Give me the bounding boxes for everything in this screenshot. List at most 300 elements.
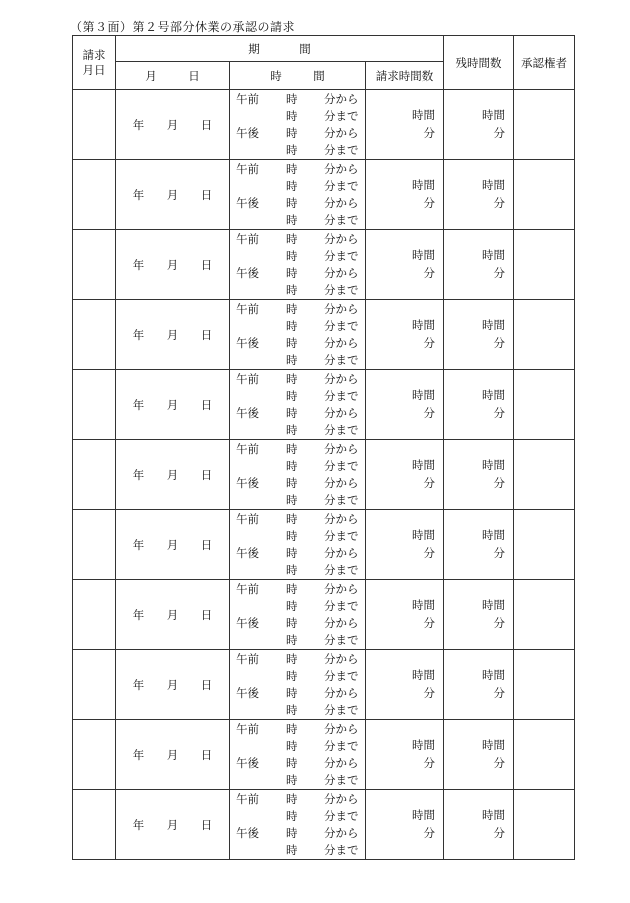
period-time-cell[interactable] xyxy=(230,510,366,580)
from-label: 分から xyxy=(324,616,359,630)
until-label: 分まで xyxy=(324,529,359,543)
from-label: 分から xyxy=(324,302,359,316)
remaining-hours-cell[interactable] xyxy=(444,580,514,650)
pm-until-line xyxy=(236,282,361,299)
period-time-cell[interactable] xyxy=(230,720,366,790)
day-label: 日 xyxy=(200,817,213,832)
requested-hours-cell[interactable] xyxy=(366,790,444,860)
until-label: 分まで xyxy=(324,703,359,717)
pm-until-line xyxy=(236,422,361,439)
hours-unit-label: 時間 xyxy=(412,248,435,262)
hour-label: 時 xyxy=(286,459,298,473)
approver-cell[interactable] xyxy=(514,370,575,440)
pm-until-line xyxy=(236,562,361,579)
header-approver: 承認権者 xyxy=(514,36,575,90)
hour-label: 時 xyxy=(286,599,298,613)
pm-from-line xyxy=(236,125,361,142)
hours-unit-label: 時間 xyxy=(412,458,435,472)
am-until-line xyxy=(236,808,361,825)
day-label: 日 xyxy=(200,747,213,762)
until-label: 分まで xyxy=(324,633,359,647)
from-label: 分から xyxy=(324,232,359,246)
minutes-unit-label: 分 xyxy=(493,336,505,350)
until-label: 分まで xyxy=(324,143,359,157)
period-date-cell[interactable] xyxy=(116,720,230,790)
approver-cell[interactable] xyxy=(514,300,575,370)
requested-hours-cell[interactable] xyxy=(366,510,444,580)
request-table xyxy=(72,35,575,860)
period-date-cell[interactable] xyxy=(116,580,230,650)
request-rows xyxy=(73,90,575,860)
from-label: 分から xyxy=(324,336,359,350)
pm-label: 午後 xyxy=(236,266,259,280)
pm-label: 午後 xyxy=(236,476,259,490)
minutes-unit-label: 分 xyxy=(423,336,435,350)
am-from-line xyxy=(236,721,361,738)
period-time-cell[interactable] xyxy=(230,370,366,440)
hour-label: 時 xyxy=(286,406,298,420)
period-date-cell[interactable] xyxy=(116,370,230,440)
am-until-line xyxy=(236,458,361,475)
minutes-unit-label: 分 xyxy=(423,476,435,490)
hour-label: 時 xyxy=(286,843,298,857)
period-time-cell[interactable] xyxy=(230,790,366,860)
hour-label: 時 xyxy=(286,249,298,263)
hours-unit-label: 時間 xyxy=(482,388,505,402)
am-label: 午前 xyxy=(236,92,259,106)
minutes-unit-label: 分 xyxy=(493,756,505,770)
table-row xyxy=(73,510,575,580)
until-label: 分まで xyxy=(324,669,359,683)
remaining-hours-cell[interactable] xyxy=(444,790,514,860)
header-period-label: 期 間 xyxy=(248,41,325,56)
header-month-day-label: 月 日 xyxy=(145,68,210,83)
remaining-hours-cell[interactable] xyxy=(444,650,514,720)
am-label: 午前 xyxy=(236,512,259,526)
am-until-line xyxy=(236,248,361,265)
remaining-hours-cell[interactable] xyxy=(444,440,514,510)
am-from-line xyxy=(236,301,361,318)
approver-cell[interactable] xyxy=(514,720,575,790)
minutes-unit-label: 分 xyxy=(423,686,435,700)
from-label: 分から xyxy=(324,196,359,210)
am-until-line xyxy=(236,108,361,125)
hour-label: 時 xyxy=(286,703,298,717)
hour-label: 時 xyxy=(286,389,298,403)
from-label: 分から xyxy=(324,126,359,140)
month-label: 月 xyxy=(166,257,179,272)
header-request-date-line1: 請求 xyxy=(82,47,106,62)
request-date-cell[interactable] xyxy=(73,160,116,230)
period-date-cell[interactable] xyxy=(116,230,230,300)
minutes-unit-label: 分 xyxy=(493,616,505,630)
minutes-unit-label: 分 xyxy=(493,126,505,140)
hour-label: 時 xyxy=(286,686,298,700)
hour-label: 時 xyxy=(286,546,298,560)
from-label: 分から xyxy=(324,512,359,526)
from-label: 分から xyxy=(324,476,359,490)
hour-label: 時 xyxy=(286,319,298,333)
hours-unit-label: 時間 xyxy=(412,738,435,752)
hour-label: 時 xyxy=(286,652,298,666)
hour-label: 時 xyxy=(286,336,298,350)
hour-label: 時 xyxy=(286,512,298,526)
am-from-line xyxy=(236,231,361,248)
until-label: 分まで xyxy=(324,809,359,823)
period-date-cell[interactable] xyxy=(116,650,230,720)
from-label: 分から xyxy=(324,92,359,106)
approver-cell[interactable] xyxy=(514,580,575,650)
am-until-line xyxy=(236,178,361,195)
requested-hours-cell[interactable] xyxy=(366,720,444,790)
day-label: 日 xyxy=(200,257,213,272)
hour-label: 時 xyxy=(286,722,298,736)
day-label: 日 xyxy=(200,467,213,482)
header-time xyxy=(230,62,366,90)
minutes-unit-label: 分 xyxy=(423,196,435,210)
table-row xyxy=(73,650,575,720)
pm-from-line xyxy=(236,755,361,772)
requested-hours-cell[interactable] xyxy=(366,370,444,440)
minutes-unit-label: 分 xyxy=(423,826,435,840)
hour-label: 時 xyxy=(286,582,298,596)
request-date-cell[interactable] xyxy=(73,230,116,300)
approver-cell[interactable] xyxy=(514,230,575,300)
request-date-cell[interactable] xyxy=(73,300,116,370)
am-label: 午前 xyxy=(236,722,259,736)
minutes-unit-label: 分 xyxy=(423,616,435,630)
until-label: 分まで xyxy=(324,739,359,753)
pm-label: 午後 xyxy=(236,406,259,420)
requested-hours-cell[interactable] xyxy=(366,160,444,230)
requested-hours-cell[interactable] xyxy=(366,440,444,510)
year-label: 年 xyxy=(132,607,145,622)
request-date-cell[interactable] xyxy=(73,720,116,790)
day-label: 日 xyxy=(200,117,213,132)
until-label: 分まで xyxy=(324,353,359,367)
year-label: 年 xyxy=(132,397,145,412)
month-label: 月 xyxy=(166,467,179,482)
day-label: 日 xyxy=(200,677,213,692)
month-label: 月 xyxy=(166,607,179,622)
request-date-cell[interactable] xyxy=(73,790,116,860)
hour-label: 時 xyxy=(286,302,298,316)
am-label: 午前 xyxy=(236,302,259,316)
remaining-hours-cell[interactable] xyxy=(444,90,514,160)
pm-from-line xyxy=(236,545,361,562)
pm-from-line xyxy=(236,335,361,352)
pm-until-line xyxy=(236,212,361,229)
pm-until-line xyxy=(236,142,361,159)
from-label: 分から xyxy=(324,686,359,700)
hour-label: 時 xyxy=(286,232,298,246)
hour-label: 時 xyxy=(286,563,298,577)
period-time-cell[interactable] xyxy=(230,90,366,160)
request-date-cell[interactable] xyxy=(73,580,116,650)
until-label: 分まで xyxy=(324,843,359,857)
table-row xyxy=(73,300,575,370)
pm-from-line xyxy=(236,615,361,632)
from-label: 分から xyxy=(324,546,359,560)
period-time-cell[interactable] xyxy=(230,650,366,720)
hour-label: 時 xyxy=(286,792,298,806)
pm-label: 午後 xyxy=(236,616,259,630)
day-label: 日 xyxy=(200,187,213,202)
year-label: 年 xyxy=(132,327,145,342)
year-label: 年 xyxy=(132,537,145,552)
until-label: 分まで xyxy=(324,563,359,577)
pm-until-line xyxy=(236,352,361,369)
header-requested-hours: 請求時間数 xyxy=(366,62,444,90)
from-label: 分から xyxy=(324,756,359,770)
remaining-hours-cell[interactable] xyxy=(444,300,514,370)
approver-cell[interactable] xyxy=(514,510,575,580)
until-label: 分まで xyxy=(324,389,359,403)
request-date-cell[interactable] xyxy=(73,440,116,510)
from-label: 分から xyxy=(324,162,359,176)
until-label: 分まで xyxy=(324,459,359,473)
month-label: 月 xyxy=(166,747,179,762)
period-date-cell[interactable] xyxy=(116,510,230,580)
requested-hours-cell[interactable] xyxy=(366,90,444,160)
remaining-hours-cell[interactable] xyxy=(444,370,514,440)
minutes-unit-label: 分 xyxy=(493,826,505,840)
until-label: 分まで xyxy=(324,493,359,507)
year-label: 年 xyxy=(132,467,145,482)
from-label: 分から xyxy=(324,582,359,596)
period-date-cell[interactable] xyxy=(116,90,230,160)
table-row xyxy=(73,230,575,300)
pm-from-line xyxy=(236,475,361,492)
hours-unit-label: 時間 xyxy=(482,738,505,752)
hours-unit-label: 時間 xyxy=(482,458,505,472)
pm-until-line xyxy=(236,492,361,509)
pm-from-line xyxy=(236,195,361,212)
remaining-hours-cell[interactable] xyxy=(444,230,514,300)
from-label: 分から xyxy=(324,792,359,806)
remaining-hours-cell[interactable] xyxy=(444,510,514,580)
header-period xyxy=(116,36,444,62)
from-label: 分から xyxy=(324,372,359,386)
pm-label: 午後 xyxy=(236,336,259,350)
month-label: 月 xyxy=(166,187,179,202)
table-row xyxy=(73,440,575,510)
hour-label: 時 xyxy=(286,266,298,280)
period-time-cell[interactable] xyxy=(230,300,366,370)
minutes-unit-label: 分 xyxy=(423,546,435,560)
hours-unit-label: 時間 xyxy=(482,178,505,192)
hour-label: 時 xyxy=(286,529,298,543)
hour-label: 時 xyxy=(286,756,298,770)
hour-label: 時 xyxy=(286,162,298,176)
request-date-cell[interactable] xyxy=(73,370,116,440)
hour-label: 時 xyxy=(286,442,298,456)
minutes-unit-label: 分 xyxy=(493,266,505,280)
month-label: 月 xyxy=(166,327,179,342)
period-date-cell[interactable] xyxy=(116,440,230,510)
hour-label: 時 xyxy=(286,179,298,193)
pm-until-line xyxy=(236,702,361,719)
until-label: 分まで xyxy=(324,249,359,263)
until-label: 分まで xyxy=(324,319,359,333)
am-until-line xyxy=(236,668,361,685)
hour-label: 時 xyxy=(286,109,298,123)
am-label: 午前 xyxy=(236,232,259,246)
hours-unit-label: 時間 xyxy=(482,528,505,542)
pm-label: 午後 xyxy=(236,546,259,560)
request-date-cell[interactable] xyxy=(73,650,116,720)
minutes-unit-label: 分 xyxy=(423,406,435,420)
approver-cell[interactable] xyxy=(514,440,575,510)
remaining-hours-cell[interactable] xyxy=(444,720,514,790)
minutes-unit-label: 分 xyxy=(423,266,435,280)
minutes-unit-label: 分 xyxy=(493,686,505,700)
hours-unit-label: 時間 xyxy=(412,318,435,332)
header-request-date xyxy=(73,36,116,90)
hour-label: 時 xyxy=(286,669,298,683)
am-label: 午前 xyxy=(236,652,259,666)
period-time-cell[interactable] xyxy=(230,440,366,510)
month-label: 月 xyxy=(166,397,179,412)
pm-from-line xyxy=(236,405,361,422)
hour-label: 時 xyxy=(286,126,298,140)
hours-unit-label: 時間 xyxy=(482,808,505,822)
table-row xyxy=(73,370,575,440)
until-label: 分まで xyxy=(324,773,359,787)
until-label: 分まで xyxy=(324,423,359,437)
hours-unit-label: 時間 xyxy=(412,178,435,192)
year-label: 年 xyxy=(132,257,145,272)
hour-label: 時 xyxy=(286,372,298,386)
pm-label: 午後 xyxy=(236,686,259,700)
request-date-cell[interactable] xyxy=(73,90,116,160)
hour-label: 時 xyxy=(286,476,298,490)
am-label: 午前 xyxy=(236,582,259,596)
am-label: 午前 xyxy=(236,372,259,386)
am-from-line xyxy=(236,371,361,388)
am-from-line xyxy=(236,511,361,528)
am-from-line xyxy=(236,161,361,178)
year-label: 年 xyxy=(132,747,145,762)
requested-hours-cell[interactable] xyxy=(366,230,444,300)
hours-unit-label: 時間 xyxy=(482,598,505,612)
minutes-unit-label: 分 xyxy=(493,196,505,210)
table-row xyxy=(73,720,575,790)
hour-label: 時 xyxy=(286,633,298,647)
year-label: 年 xyxy=(132,677,145,692)
from-label: 分から xyxy=(324,442,359,456)
pm-from-line xyxy=(236,825,361,842)
pm-from-line xyxy=(236,265,361,282)
hours-unit-label: 時間 xyxy=(482,108,505,122)
header-request-date-line2: 月日 xyxy=(82,62,106,77)
minutes-unit-label: 分 xyxy=(493,476,505,490)
hour-label: 時 xyxy=(286,616,298,630)
minutes-unit-label: 分 xyxy=(423,756,435,770)
hour-label: 時 xyxy=(286,213,298,227)
day-label: 日 xyxy=(200,537,213,552)
hour-label: 時 xyxy=(286,196,298,210)
period-time-cell[interactable] xyxy=(230,580,366,650)
am-from-line xyxy=(236,791,361,808)
request-date-cell[interactable] xyxy=(73,510,116,580)
hour-label: 時 xyxy=(286,773,298,787)
from-label: 分から xyxy=(324,406,359,420)
am-from-line xyxy=(236,91,361,108)
requested-hours-cell[interactable] xyxy=(366,650,444,720)
year-label: 年 xyxy=(132,187,145,202)
from-label: 分から xyxy=(324,266,359,280)
hours-unit-label: 時間 xyxy=(412,668,435,682)
table-row xyxy=(73,160,575,230)
pm-until-line xyxy=(236,772,361,789)
year-label: 年 xyxy=(132,117,145,132)
approver-cell[interactable] xyxy=(514,160,575,230)
header-month-day xyxy=(116,62,230,90)
month-label: 月 xyxy=(166,677,179,692)
hour-label: 時 xyxy=(286,353,298,367)
hours-unit-label: 時間 xyxy=(412,108,435,122)
hour-label: 時 xyxy=(286,493,298,507)
table-row xyxy=(73,790,575,860)
day-label: 日 xyxy=(200,327,213,342)
period-time-cell[interactable] xyxy=(230,230,366,300)
approver-cell[interactable] xyxy=(514,790,575,860)
until-label: 分まで xyxy=(324,179,359,193)
am-label: 午前 xyxy=(236,792,259,806)
period-date-cell[interactable] xyxy=(116,790,230,860)
hours-unit-label: 時間 xyxy=(412,528,435,542)
from-label: 分から xyxy=(324,722,359,736)
from-label: 分から xyxy=(324,652,359,666)
document-title: （第３面）第２号部分休業の承認の請求 xyxy=(70,20,296,34)
period-time-cell[interactable] xyxy=(230,160,366,230)
month-label: 月 xyxy=(166,537,179,552)
until-label: 分まで xyxy=(324,213,359,227)
hours-unit-label: 時間 xyxy=(482,318,505,332)
pm-label: 午後 xyxy=(236,756,259,770)
header-time-label: 時 間 xyxy=(270,68,335,83)
day-label: 日 xyxy=(200,397,213,412)
from-label: 分から xyxy=(324,826,359,840)
hour-label: 時 xyxy=(286,739,298,753)
remaining-hours-cell[interactable] xyxy=(444,160,514,230)
am-label: 午前 xyxy=(236,442,259,456)
period-date-cell[interactable] xyxy=(116,300,230,370)
hour-label: 時 xyxy=(286,92,298,106)
hour-label: 時 xyxy=(286,283,298,297)
hour-label: 時 xyxy=(286,809,298,823)
period-date-cell[interactable] xyxy=(116,160,230,230)
am-from-line xyxy=(236,441,361,458)
approver-cell[interactable] xyxy=(514,90,575,160)
hours-unit-label: 時間 xyxy=(482,668,505,682)
approver-cell[interactable] xyxy=(514,650,575,720)
minutes-unit-label: 分 xyxy=(493,406,505,420)
requested-hours-cell[interactable] xyxy=(366,580,444,650)
pm-label: 午後 xyxy=(236,126,259,140)
am-from-line xyxy=(236,581,361,598)
until-label: 分まで xyxy=(324,109,359,123)
pm-label: 午後 xyxy=(236,826,259,840)
pm-until-line xyxy=(236,842,361,859)
pm-until-line xyxy=(236,632,361,649)
requested-hours-cell[interactable] xyxy=(366,300,444,370)
hour-label: 時 xyxy=(286,826,298,840)
am-until-line xyxy=(236,388,361,405)
hours-unit-label: 時間 xyxy=(412,388,435,402)
am-until-line xyxy=(236,318,361,335)
